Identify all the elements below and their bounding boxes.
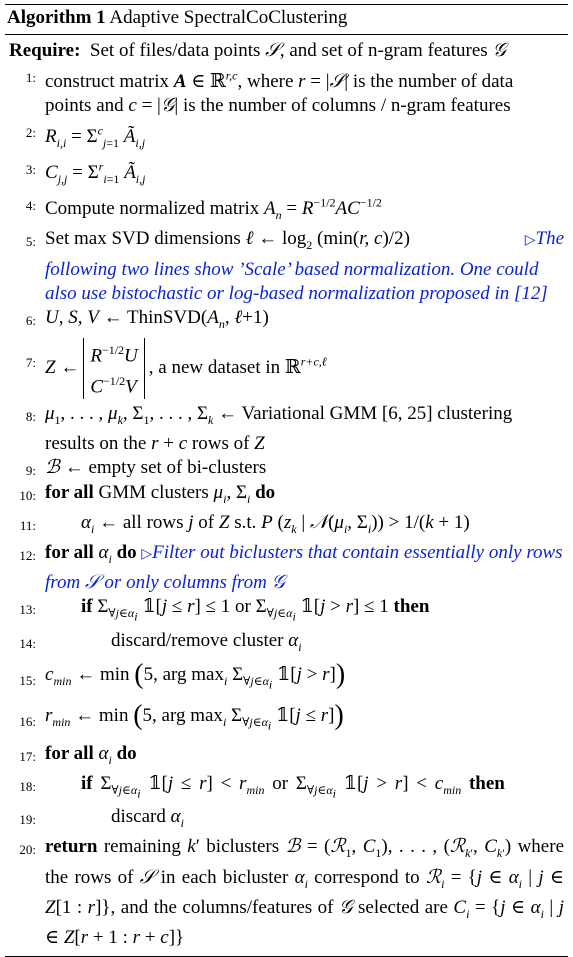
algo-line-3 bbox=[5, 155, 568, 191]
line-text: $R_{i,i} = \Sigma^c_{j=1}$ $Ã_{i,j}$ bbox=[45, 123, 146, 150]
algorithm-body bbox=[5, 35, 568, 956]
line-text: $r_{min}$ ← min (5, arg $\max_i \Sigma_{\forall j\in\alpha_i}$ 𝟙[j ≤ r]) bbox=[45, 700, 344, 733]
algo-line-7 bbox=[5, 336, 568, 402]
algo-line-14 bbox=[5, 629, 568, 659]
line-number: 17: bbox=[19, 748, 36, 764]
algo-line-12 bbox=[5, 541, 568, 595]
algo-line-11 bbox=[5, 511, 568, 541]
line-number: 11: bbox=[19, 517, 36, 533]
line-text: ℬ ← empty set of bi-clusters bbox=[45, 457, 267, 479]
require-line bbox=[5, 39, 568, 63]
line-text: return remaining k′ biclusters ℬ = (ℛ$_1$, $C_1$), . . . , (ℛ$_{k'}$, $C_{k'}$) where the rows of 𝒮 in each bicluster $\alpha_i$ correspond to ℛ$_i$ = {j ∈ $\alpha_i$ | j ∈ Z[1 : r]}, and the columns/features of 𝒢 selected are $C_i = \{j$ ∈ $\alpha_i$ | j ∈ Z[r + 1 : r + c]} bbox=[45, 836, 565, 948]
line-number: 9: bbox=[25, 463, 36, 479]
line-text: Z $\leftarrow R^{-1/2}U$ $C^{-1/2}V$, a new dataset in ℝ$^{r+c,\ell}$ bbox=[45, 357, 327, 378]
comment-inline: ▷The bbox=[524, 228, 564, 250]
algo-line-17 bbox=[5, 742, 568, 772]
line-text: $c_{min}$ ← min (5, arg $\max_i \Sigma_{\forall j\in\alpha_i}$ 𝟙[j > r]) bbox=[45, 658, 346, 691]
caption-label: Algorithm 1 bbox=[7, 7, 106, 28]
line-number: 18: bbox=[19, 778, 36, 794]
caption-title: Adaptive SpectralCoClustering bbox=[109, 7, 348, 28]
line-number: 1: bbox=[25, 70, 36, 86]
algo-line-13 bbox=[5, 595, 568, 628]
line-text: discard/remove cluster $\alpha_i$ bbox=[111, 629, 302, 654]
line-text: Compute normalized matrix $A_n = R^{-1/2}AC^{-1/2}$ bbox=[45, 196, 382, 223]
matrix: $R^{-1/2}U$ $C^{-1/2}V$ bbox=[83, 338, 144, 399]
algorithm-caption bbox=[5, 5, 568, 34]
line-number: 10: bbox=[19, 487, 36, 503]
line-number: 20: bbox=[19, 842, 36, 858]
algo-line-9 bbox=[5, 456, 568, 480]
line-number: 15: bbox=[19, 672, 36, 688]
line-text: if $\Sigma_{\forall j\in\alpha_i}$ 𝟙[j ≤ r] ≤ 1 or $\Sigma_{\forall j\in\alpha_i}$ 𝟙[j > r] ≤ 1 then bbox=[81, 596, 430, 624]
line-text: $\mu_1$, . . . , $\mu_k$, $\Sigma_1$, . . . , $\Sigma_k$ ← Variational GMM [6, 25] clustering results on the r + c rows of Z bbox=[45, 402, 513, 455]
algo-line-5 bbox=[5, 227, 568, 306]
algorithm-block bbox=[5, 4, 568, 957]
algo-line-1 bbox=[5, 63, 568, 118]
line-number: 5: bbox=[25, 234, 36, 250]
algo-line-2 bbox=[5, 118, 568, 154]
algo-line-18 bbox=[5, 772, 568, 805]
line-text: for all $\alpha_i$ do bbox=[45, 742, 137, 767]
algo-line-6 bbox=[5, 306, 568, 336]
line-text: $C_{j,j} = \Sigma^r_{i=1}$ $Ã_{i,j}$ bbox=[45, 159, 146, 186]
line-text: for all $\alpha_i$ do bbox=[45, 541, 137, 566]
line-text: if $\Sigma_{\forall j\in\alpha_i}$ 𝟙[j ≤ $r] < r_{min}$ or $\Sigma_{\forall j\in\alpha_i}$ 𝟙[j > $r] < c_{min}$ then bbox=[81, 772, 505, 801]
line-number: 14: bbox=[19, 635, 36, 651]
line-text: construct matrix A ∈ ℝ$^{r,c}$, where r = |𝒮| is the number of data points and c = |𝒢| is the number of columns / n-gram features bbox=[45, 68, 514, 116]
algo-line-4 bbox=[5, 191, 568, 227]
algo-line-8 bbox=[5, 402, 568, 456]
line-text: Set max SVD dimensions ℓ ← $\log_2 (\min(r$, c)/2) bbox=[45, 228, 410, 253]
line-number: 4: bbox=[25, 198, 36, 214]
line-text: discard $\alpha_i$ bbox=[111, 806, 184, 831]
line-text: $\alpha_i$ ← all rows j of Z s.t. P ($z_k$ | $𝒩(\mu_i$, $\Sigma_i)) > 1/(k + 1)$ bbox=[81, 511, 470, 536]
algo-line-16 bbox=[5, 700, 568, 741]
line-number: 8: bbox=[25, 408, 36, 424]
line-number: 2: bbox=[25, 125, 36, 141]
line-number: 13: bbox=[19, 602, 36, 618]
line-comment: following two lines show ’Scale’ based normalization. One could also use bistochastic or log-based normalization proposed in [12] bbox=[45, 258, 548, 304]
line-number: 16: bbox=[19, 714, 36, 730]
algo-line-15 bbox=[5, 659, 568, 700]
line-number: 12: bbox=[19, 547, 36, 563]
line-text: U, S, V ← $ThinSVD(A_n$, ℓ+1) bbox=[45, 307, 269, 331]
line-number: 7: bbox=[25, 355, 36, 371]
line-number: 3: bbox=[25, 161, 36, 177]
line-comment: ▷Filter out biclusters that contain essentially only rows from 𝒮 or only columns from 𝒢 bbox=[45, 541, 563, 593]
line-number: 6: bbox=[25, 313, 36, 329]
require-text: Set of files/data points 𝒮, and set of n-gram features 𝒢 bbox=[89, 40, 506, 61]
line-text: for all GMM clusters $\mu_i$, $\Sigma_i$ do bbox=[45, 481, 276, 506]
require-keyword: Require: bbox=[9, 40, 81, 61]
algo-line-10 bbox=[5, 481, 568, 511]
line-number: 19: bbox=[19, 812, 36, 828]
algo-line-20 bbox=[5, 835, 568, 950]
algo-line-19 bbox=[5, 805, 568, 835]
